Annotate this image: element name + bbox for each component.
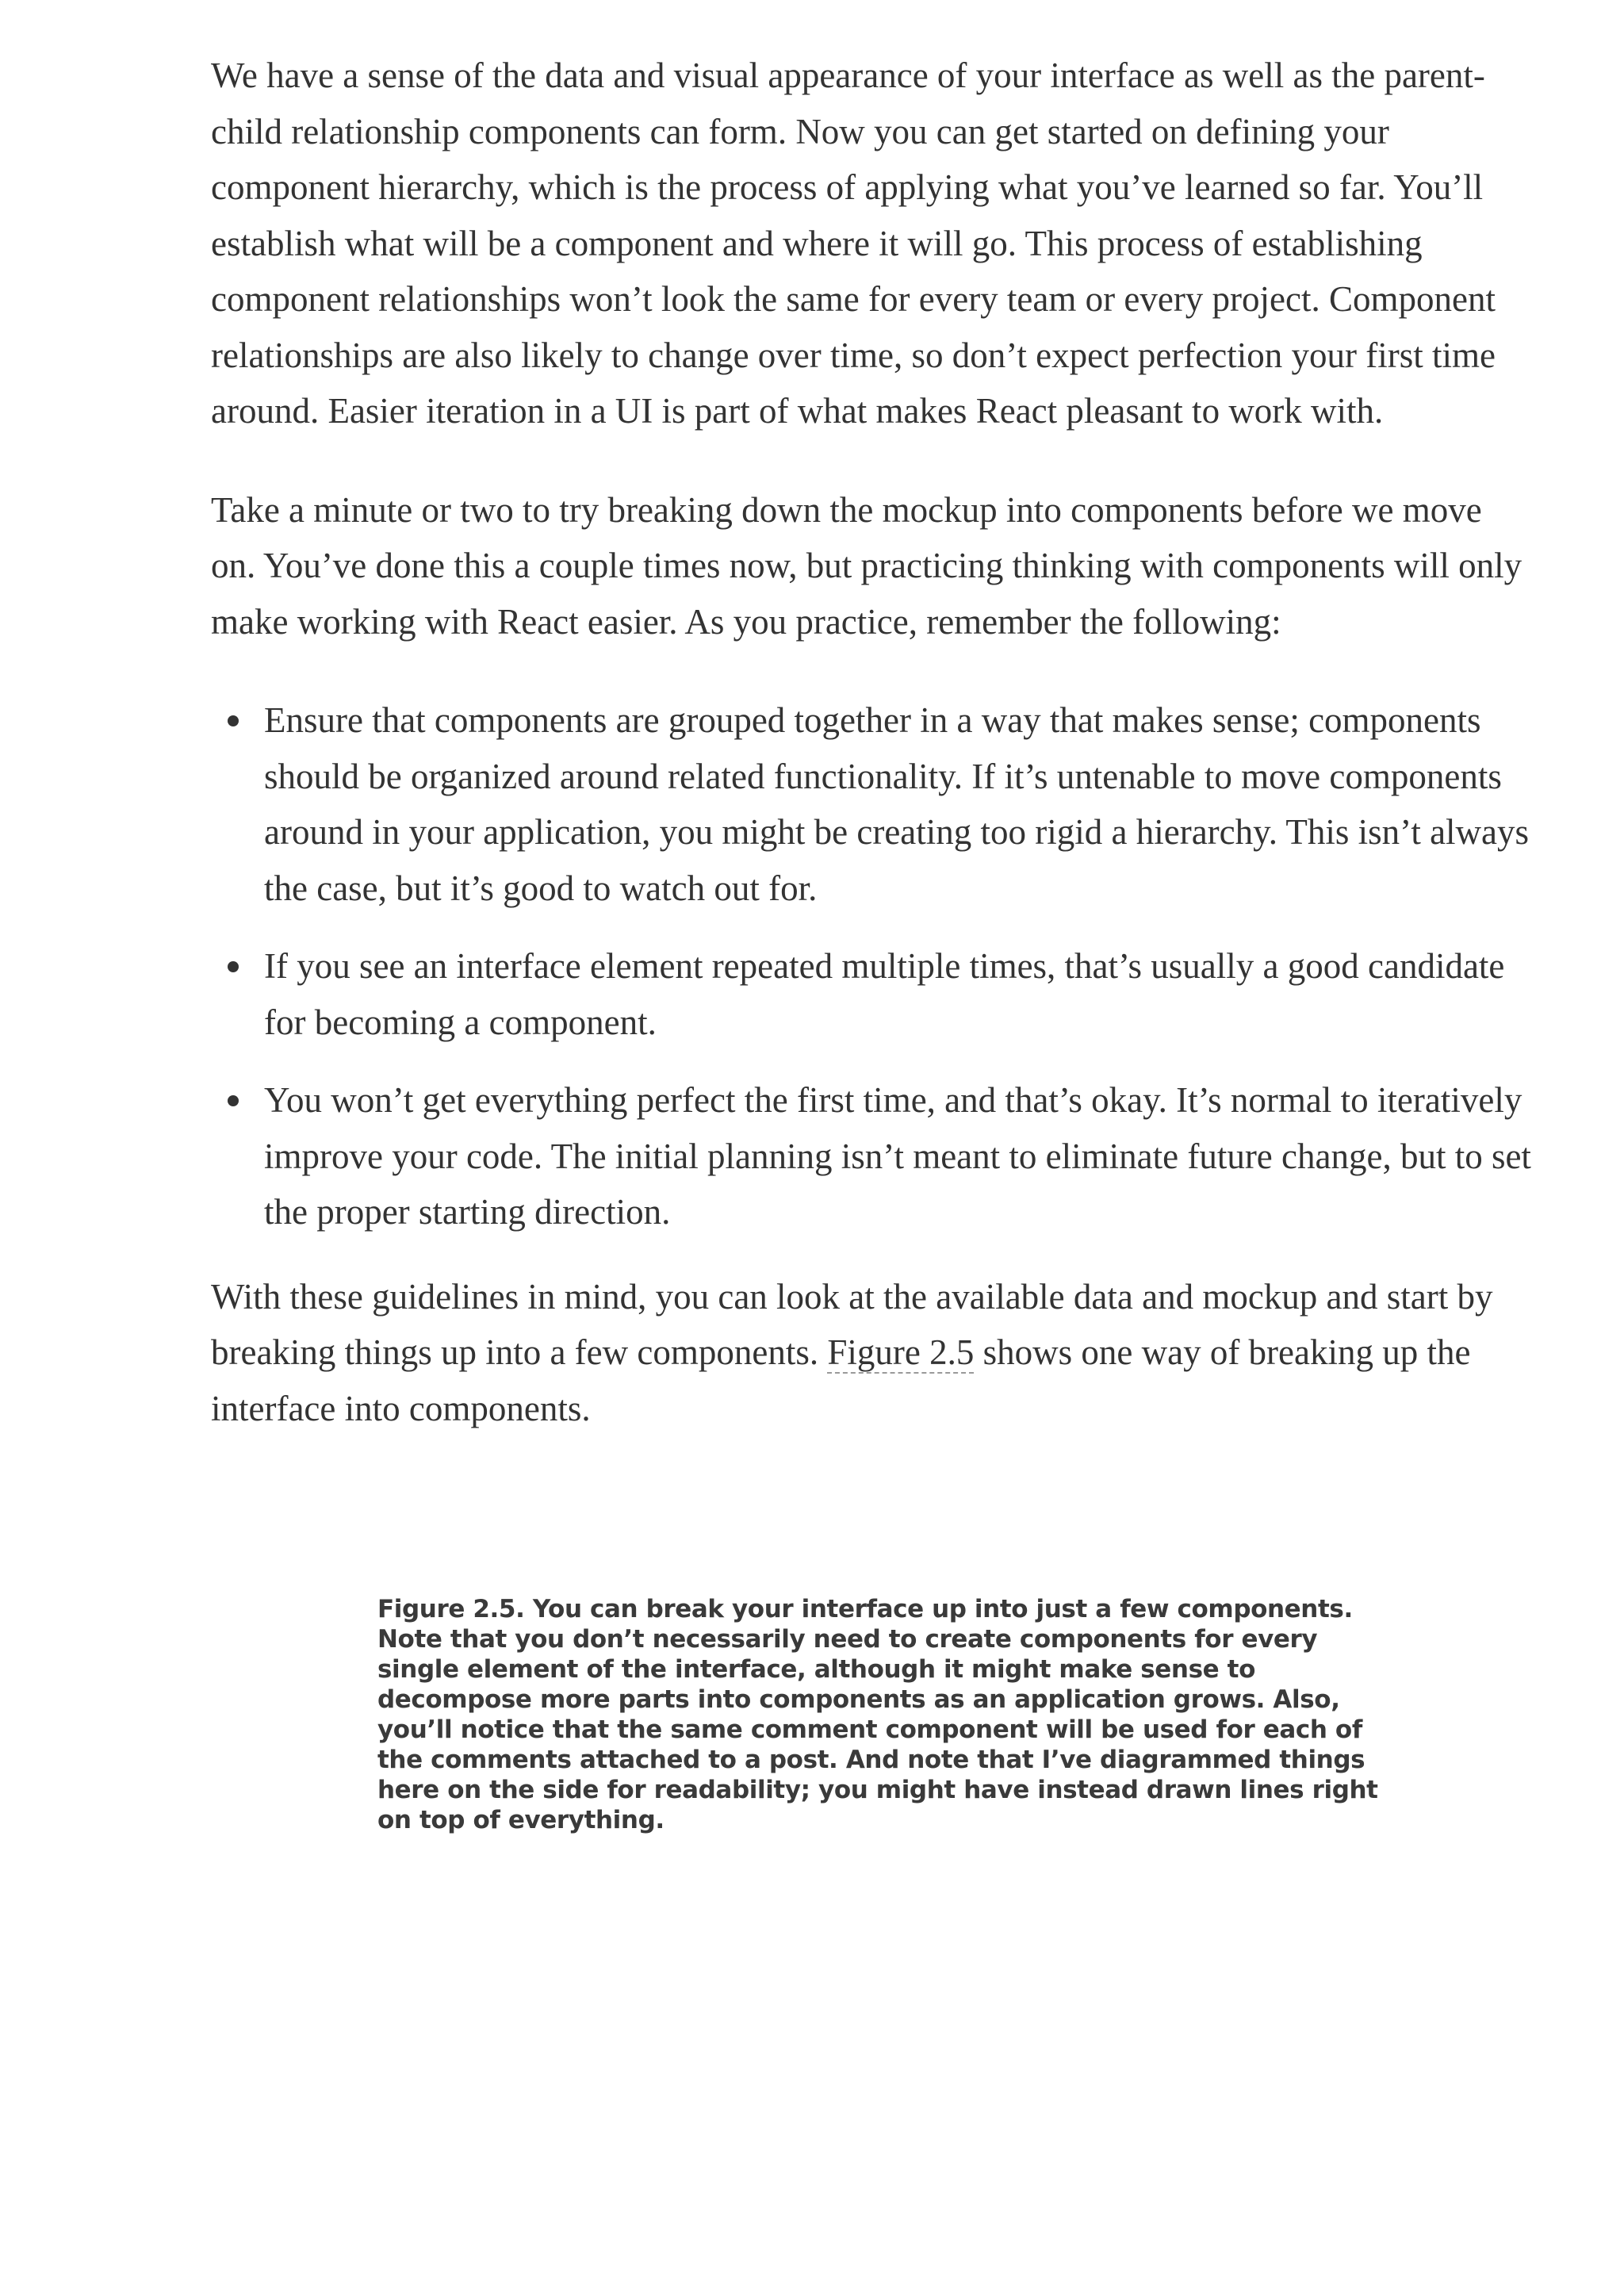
list-item xyxy=(211,938,1535,1050)
figure-caption: Figure 2.5. You can break your interface up into just a few components. Note that you don’t necessarily need to create components for every single element of the interface, although it might make sense to decompose more parts into components as an application grows. Also, you’ll notice that the same comment component will be used for each of the comments attached to a post. And note that I’ve diagrammed things here on the side for readability; you might have instead drawn lines right on top of everything. xyxy=(377,1595,1378,1834)
list-item-text: You won’t get everything perfect the first time, and that’s okay. It’s normal to iteratively improve your code. The initial planning isn’t meant to eliminate future change, but to set the proper starting direction. xyxy=(264,1080,1531,1232)
list-item-text: If you see an interface element repeated multiple times, that’s usually a good candidate for becoming a component. xyxy=(264,946,1505,1042)
bullet-icon xyxy=(228,961,239,972)
paragraph-text-end: shows one way of breaking up the interface into components. xyxy=(211,1332,1471,1428)
paragraph-component-hierarchy: We have a sense of the data and visual appearance of your interface as well as the parent-child relationship components can form. Now you can get started on defining your component hierarchy, which is the process of applying what you’ve learned so far. You’ll establish what will be a component and where it will go. This process of establishing component relationships won’t look the same for every team or every project. Component relationships are also likely to change over time, so don’t expect perfection your first time around. Easier iteration in a UI is part of what makes React pleasant to work with. xyxy=(211,56,1496,431)
bullet-icon xyxy=(228,1095,239,1106)
paragraph-breaking-down-mockup: Take a minute or two to try breaking down the mockup into components before we move on. You’ve done this a couple times now, but practicing thinking with components will only make working with React easier. As you practice, remember the following: xyxy=(211,489,1522,642)
list-item xyxy=(211,1072,1535,1240)
list-item xyxy=(211,692,1535,916)
paragraph-text-start: With these guidelines in mind, you can look at the available data and mockup and start by breaking things up into a few components. xyxy=(211,1276,1493,1372)
guidelines-list xyxy=(211,692,1535,1240)
paragraph-guidelines-summary xyxy=(211,1269,1535,1437)
figure-2-5-link[interactable]: Figure 2.5 xyxy=(827,1332,975,1372)
document-body xyxy=(211,48,1535,1474)
bullet-icon xyxy=(228,715,239,726)
list-item-text: Ensure that components are grouped together in a way that makes sense; components should be organized around related functionality. If it’s untenable to move components around in your application, you might be creating too rigid a hierarchy. This isn’t always the case, but it’s good to watch out for. xyxy=(264,700,1530,908)
